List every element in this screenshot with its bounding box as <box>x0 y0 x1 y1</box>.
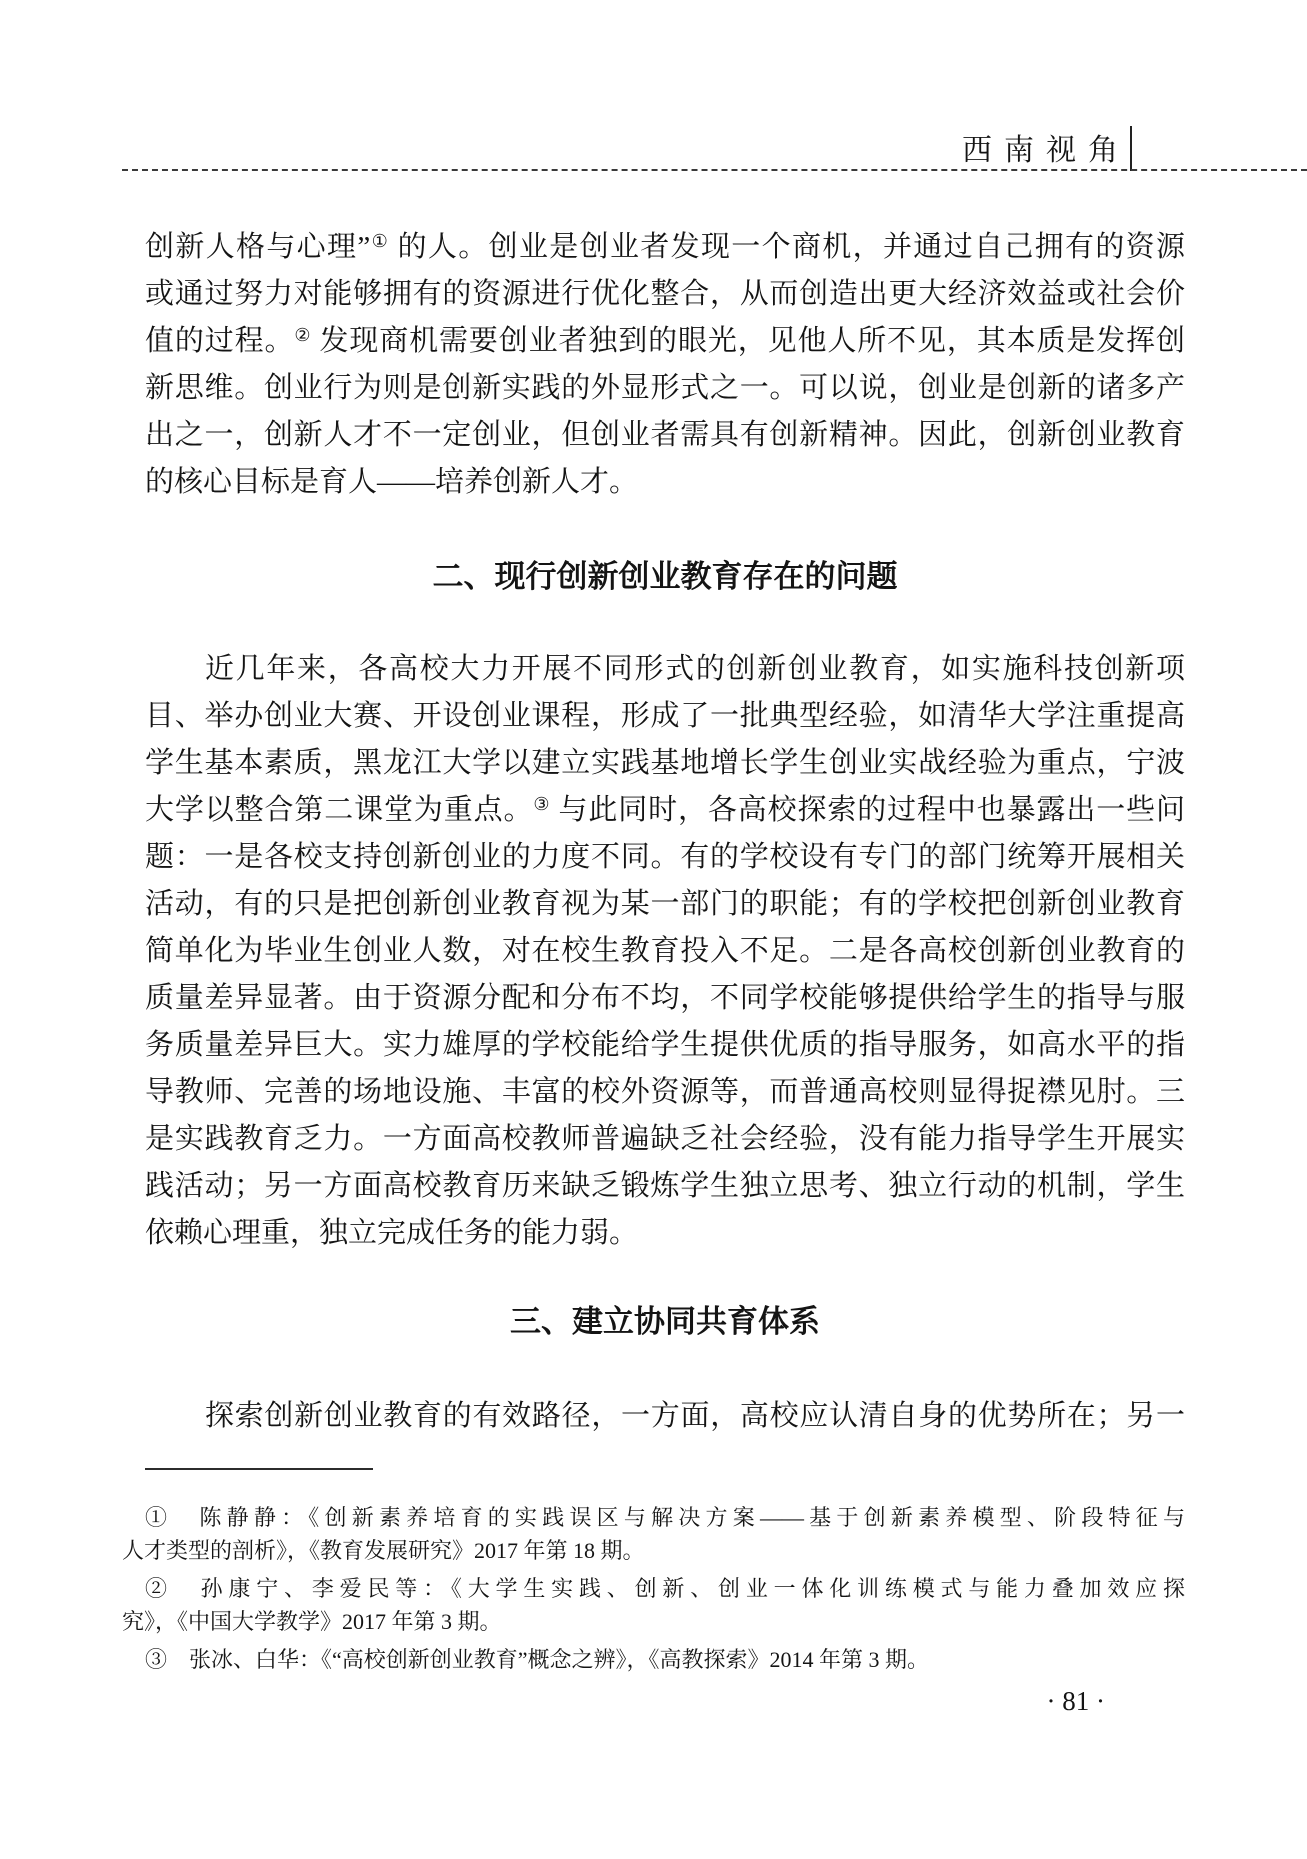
running-head-title: 西南视角 <box>962 134 1130 167</box>
footnote-2-line: 究》，《中国大学教学》2017 年第 3 期。 <box>122 1609 502 1634</box>
paragraph-2-line: 近几年来，各高校大力开展不同形式的创新创业教育，如实施科技创新项 <box>205 653 1185 685</box>
paragraph-2-line: 依赖心理重，独立完成任务的能力弱。 <box>145 1217 639 1249</box>
paragraph-2-line: 目、举办创业大赛、开设创业课程，形成了一批典型经验，如清华大学注重提高 <box>145 700 1185 732</box>
paragraph-3 <box>145 1393 1185 1440</box>
footnote-1-line: 人才类型的剖析》，《教育发展研究》2017 年第 18 期。 <box>122 1538 645 1563</box>
paragraph-2-line: 践活动；另一方面高校教育历来缺乏锻炼学生独立思考、独立行动的机制，学生 <box>145 1170 1185 1202</box>
paragraph-1 <box>145 224 1185 506</box>
paragraph-2-line: 导教师、完善的场地设施、丰富的校外资源等，而普通高校则显得捉襟见肘。三 <box>145 1076 1185 1108</box>
footnote-reference-marker: ③ <box>533 794 551 814</box>
section-heading-2: 二、现行创新创业教育存在的问题 <box>432 559 898 594</box>
footnote-separator-rule <box>145 1468 373 1470</box>
paragraph-2-line: 题：一是各校支持创新创业的力度不同。有的学校设有专门的部门统筹开展相关 <box>145 841 1185 873</box>
section-heading-3: 三、建立协同共育体系 <box>510 1304 820 1339</box>
footnote-1 <box>122 1501 1185 1567</box>
footnote-2 <box>122 1572 1185 1638</box>
paragraph-1-line: 新思维。创业行为则是创新实践的外显形式之一。可以说，创业是创新的诸多产 <box>145 372 1185 404</box>
paragraph-2-line: 质量差异显著。由于资源分配和分布不均，不同学校能够提供给学生的指导与服 <box>145 982 1185 1014</box>
footnote-reference-marker: ② <box>294 325 312 345</box>
paragraph-1-line: 创新人格与心理”① 的人。创业是创业者发现一个商机，并通过自己拥有的资源 <box>145 231 1185 263</box>
paragraph-1-line: 或通过努力对能够拥有的资源进行优化整合，从而创造出更大经济效益或社会价 <box>145 278 1185 310</box>
footnote-1-line: ① 陈静静：《创新素养培育的实践误区与解决方案——基于创新素养模型、阶段特征与 <box>145 1505 1185 1530</box>
paragraph-2-line: 是实践教育乏力。一方面高校教师普遍缺乏社会经验，没有能力指导学生开展实 <box>145 1123 1185 1155</box>
paragraph-1-line: 值的过程。② 发现商机需要创业者独到的眼光，见他人所不见，其本质是发挥创 <box>145 325 1185 357</box>
header-dashed-rule <box>122 169 1307 171</box>
page-number: · 81 · <box>1046 1686 1105 1716</box>
paragraph-3-line: 探索创新创业教育的有效路径，一方面，高校应认清自身的优势所在；另一 <box>205 1400 1185 1432</box>
footnotes-block <box>122 1501 1185 1676</box>
running-head-divider-bar <box>1130 126 1132 171</box>
footnote-3-line: ③ 张冰、白华：《“高校创新创业教育”概念之辨》，《高教探索》2014 年第 3 期。 <box>145 1647 930 1672</box>
footnote-2-line: ② 孙康宁、李爱民等：《大学生实践、创新、创业一体化训练模式与能力叠加效应探 <box>145 1576 1185 1601</box>
paragraph-2-line: 务质量差异巨大。实力雄厚的学校能给学生提供优质的指导服务，如高水平的指 <box>145 1029 1185 1061</box>
paragraph-2-line: 简单化为毕业生创业人数，对在校生教育投入不足。二是各高校创新创业教育的 <box>145 935 1185 967</box>
paragraph-2-line: 活动，有的只是把创新创业教育视为某一部门的职能；有的学校把创新创业教育 <box>145 888 1185 920</box>
paragraph-2-line: 学生基本素质，黑龙江大学以建立实践基地增长学生创业实战经验为重点，宁波 <box>145 747 1185 779</box>
paragraph-2 <box>145 646 1185 1257</box>
footnote-reference-marker: ① <box>370 231 390 251</box>
paragraph-1-line: 的核心目标是育人——培养创新人才。 <box>145 466 639 498</box>
footnote-3 <box>122 1643 1185 1676</box>
paragraph-2-line: 大学以整合第二课堂为重点。③ 与此同时，各高校探索的过程中也暴露出一些问 <box>145 794 1185 826</box>
paragraph-1-line: 出之一，创新人才不一定创业，但创业者需具有创新精神。因此，创新创业教育 <box>145 419 1185 451</box>
